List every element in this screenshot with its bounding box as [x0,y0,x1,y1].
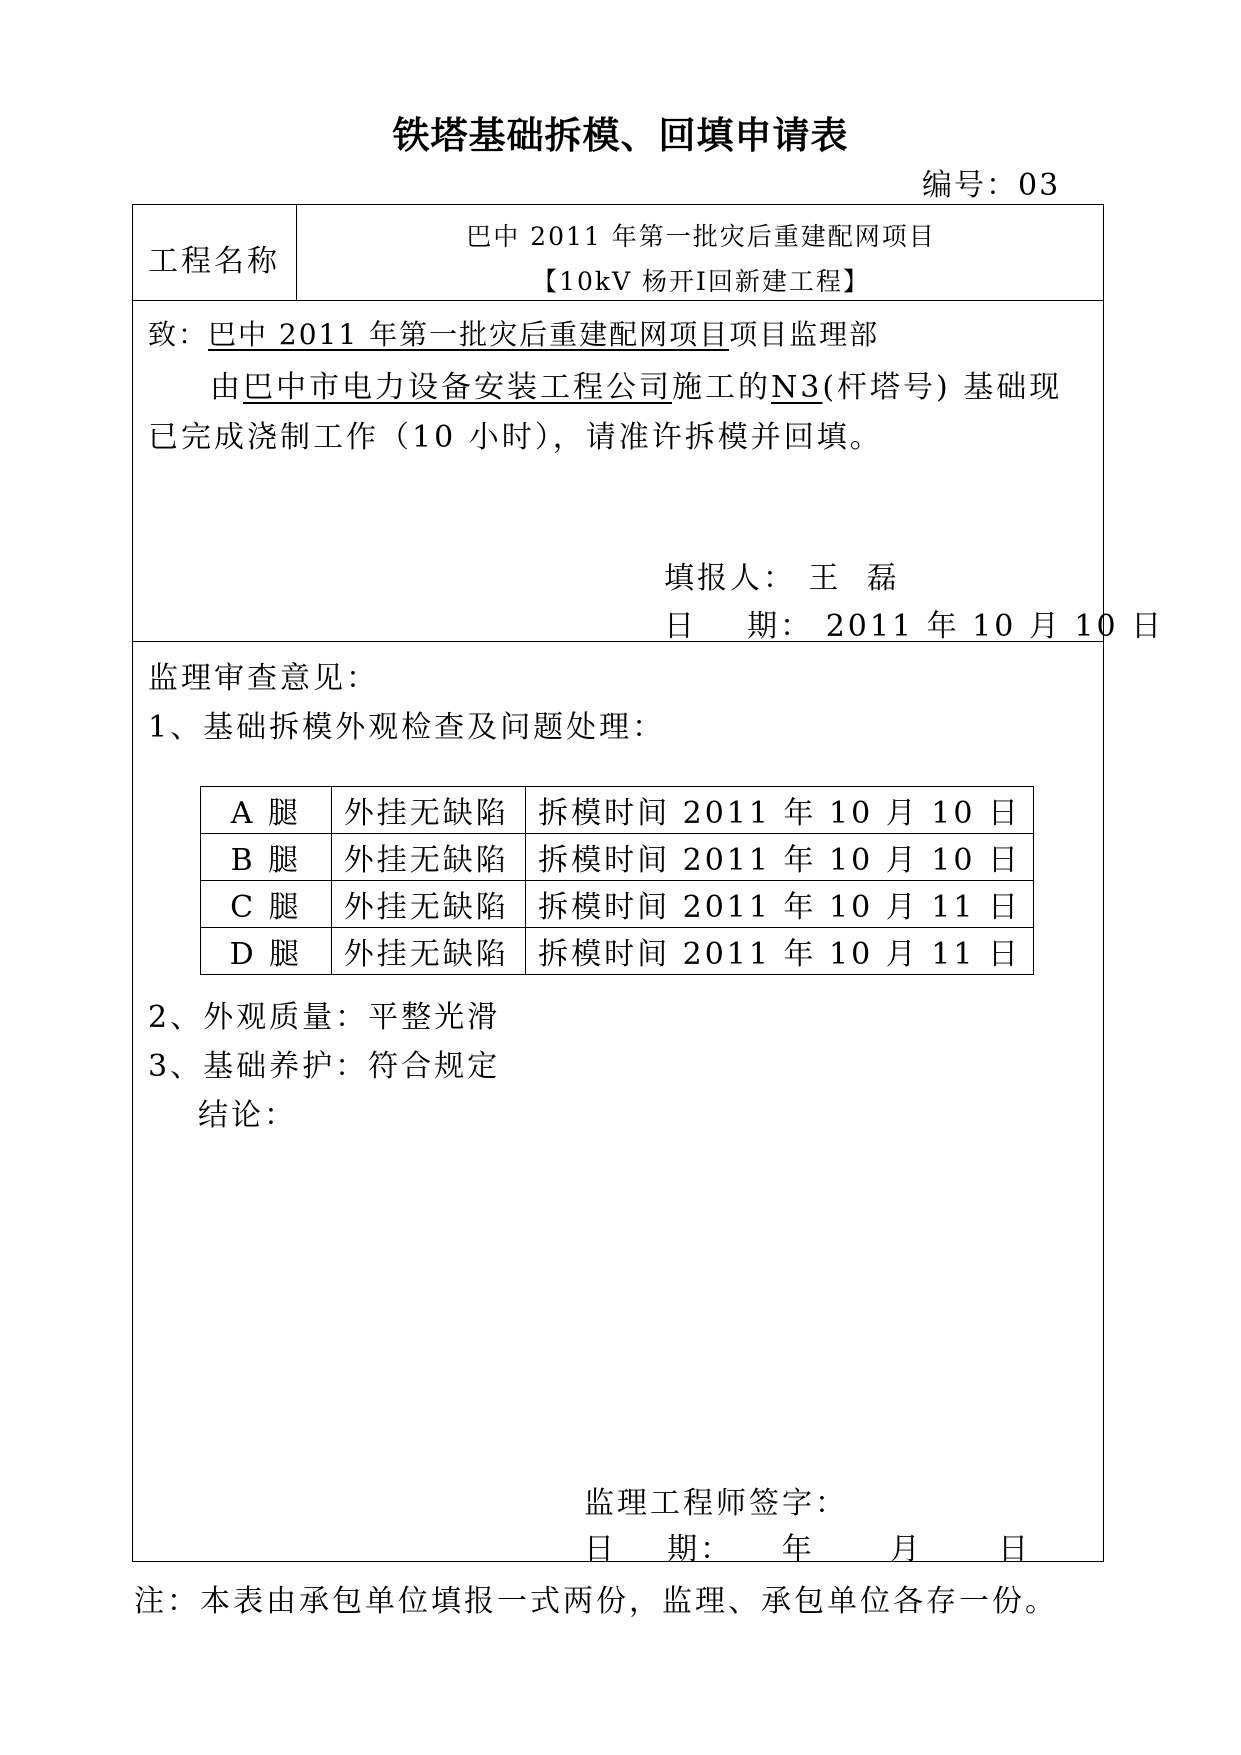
status-cell: 外挂无缺陷 [331,881,525,928]
project-row-rule [132,300,1104,301]
review-date-value: 年 月 日 [781,1532,1032,1567]
review-date-line [584,1524,1031,1568]
body-mid: 施工的 [672,370,771,405]
serial-number: 编号：03 [922,168,1061,203]
reporter-label: 填报人： [664,561,796,596]
contractor-company: 巴中市电力设备安装工程公司 [243,370,672,405]
time-cell: 拆模时间 2011 年 10 月 10 日 [526,787,1034,834]
leg-cell: D 腿 [201,928,332,975]
review-item2: 2、外观质量：平整光滑 [148,1000,501,1035]
time-cell: 拆模时间 2011 年 10 月 10 日 [526,834,1034,881]
table-row [201,928,1034,975]
project-name-line1: 巴中 2011 年第一批灾后重建配网项目 [466,222,936,251]
project-name-line2: 【10kV 杨开Ⅰ回新建工程】 [532,267,870,296]
reporter-name: 王 磊 [808,561,900,596]
application-date-value: 2011 年 10 月 10 日 [825,609,1165,644]
body-suffix: (杆塔号) 基础现 [822,370,1063,405]
addressee-name: 巴中 2011 年第一批灾后重建配网项目 [208,318,730,351]
project-name-label: 工程名称 [148,244,280,279]
status-cell: 外挂无缺陷 [331,834,525,881]
review-conclusion: 结论： [198,1098,297,1133]
reporter-line [664,553,900,597]
review-heading: 监理审查意见： [148,661,379,696]
tower-number: N3 [771,370,823,405]
application-body-line1 [210,362,1062,406]
supervisor-signature-label: 监理工程师签字： [584,1486,848,1521]
review-item1: 1、基础拆模外观检查及问题处理： [148,710,666,745]
application-body-line2: 已完成浇制工作（10 小时），请准许拆模并回填。 [148,420,883,455]
review-date-label: 日 期： [584,1532,734,1567]
time-cell: 拆模时间 2011 年 10 月 11 日 [526,928,1034,975]
body-prefix: 由 [210,370,243,405]
application-date-line [664,601,1164,645]
leg-cell: A 腿 [201,787,332,834]
leg-cell: B 腿 [201,834,332,881]
table-row [201,881,1034,928]
status-cell: 外挂无缺陷 [331,928,525,975]
form-title: 铁塔基础拆模、回填申请表 [392,113,849,157]
status-cell: 外挂无缺陷 [331,787,525,834]
table-row [201,787,1034,834]
review-item3: 3、基础养护：符合规定 [148,1049,501,1084]
footnote: 注：本表由承包单位填报一式两份，监理、承包单位各存一份。 [134,1584,1058,1619]
addressee-prefix: 致： [148,318,209,351]
table-row [201,834,1034,881]
addressee-line [148,313,879,353]
application-date-label: 日 期： [664,609,814,644]
leg-inspection-table [200,786,1034,975]
project-label-divider [296,204,297,301]
leg-cell: C 腿 [201,881,332,928]
time-cell: 拆模时间 2011 年 10 月 11 日 [526,881,1034,928]
addressee-suffix: 项目监理部 [729,318,880,351]
